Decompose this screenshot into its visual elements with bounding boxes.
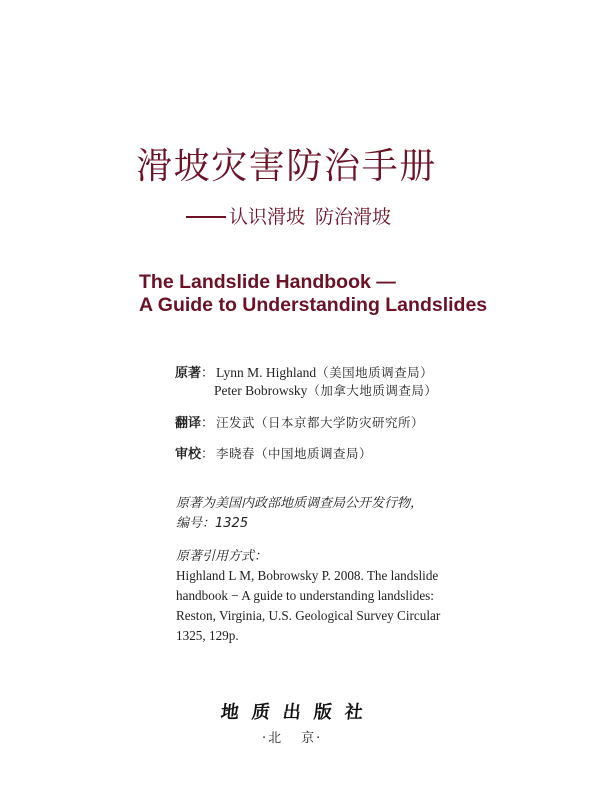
citation-line: Reston, Virginia, U.S. Geological Survey Circular <box>176 608 441 623</box>
credit-original-authors: 原著： Lynn M. Highland（美国地质调查局） <box>175 365 434 381</box>
citation-text <box>176 566 441 646</box>
citation-line: handbook − A guide to understanding landslides: <box>176 588 434 603</box>
credit-label-translator: 翻译 <box>175 416 202 431</box>
credit-reviewer: 审校： 李晓春（中国地质调查局） <box>175 447 373 462</box>
publisher-city <box>262 727 322 746</box>
credit-translator: 翻译： 汪发武（日本京都大学防灾研究所） <box>175 416 425 431</box>
publication-note: 原著为美国内政部地质调查局公开发行物，编号：1325 <box>176 496 424 531</box>
author-2-name: Peter Bobrowsky <box>214 383 308 398</box>
translator-affiliation: （日本京都大学防灾研究所） <box>255 416 425 430</box>
translator-name: 汪发武 <box>216 416 256 430</box>
city-part-2: 京· <box>301 731 323 746</box>
subtitle-part-2: 防治滑坡 <box>315 206 392 228</box>
english-title-line-1: The Landslide Handbook — <box>139 271 396 293</box>
subtitle-part-1: 认识滑坡 <box>229 206 306 228</box>
credit-label-reviewer: 审校 <box>175 447 202 462</box>
author-1-name: Lynn M. Highland <box>216 365 317 380</box>
credit-label-original: 原著 <box>175 366 202 381</box>
chinese-title: 滑坡灾害防治手册 <box>136 146 437 187</box>
credit-original-author-2 <box>214 381 437 399</box>
citation-line: Highland L M, Bobrowsky P. 2008. The landslide <box>176 568 439 583</box>
citation-line: 1325, 129p. <box>176 628 239 643</box>
city-part-1: ·北 <box>262 731 284 746</box>
english-title <box>139 271 487 317</box>
english-title-line-2: A Guide to Understanding Landslides <box>139 294 488 316</box>
publisher-logo-text: 地质出版社 <box>219 702 377 723</box>
em-dash-rule <box>186 216 226 218</box>
author-1-affiliation: （美国地质调查局） <box>316 366 434 380</box>
reviewer-affiliation: （中国地质调查局） <box>255 447 373 461</box>
citation-heading: 原著引用方式： <box>176 549 268 564</box>
author-2-affiliation: （加拿大地质调查局） <box>307 384 438 398</box>
reviewer-name: 李晓春 <box>216 447 256 461</box>
chinese-subtitle <box>186 205 391 229</box>
